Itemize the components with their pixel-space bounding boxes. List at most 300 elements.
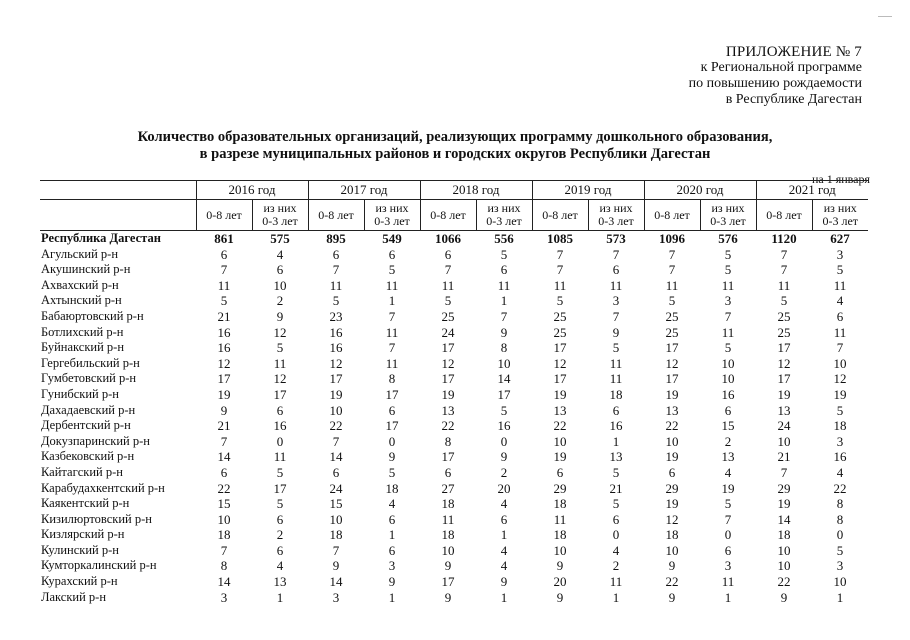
value-cell: 12 bbox=[777, 355, 791, 371]
value-cell: 6 bbox=[444, 246, 452, 262]
region-name: Докузпаринский р-н bbox=[41, 433, 150, 448]
value-cell: 11 bbox=[609, 277, 623, 293]
value-cell: 14 bbox=[329, 449, 343, 465]
value-cell: 19 bbox=[441, 386, 455, 402]
value-cell: 3 bbox=[724, 293, 732, 309]
value-cell: 10 bbox=[665, 433, 679, 449]
value-cell: 11 bbox=[609, 355, 623, 371]
as-of-note: на 1 января bbox=[811, 172, 870, 186]
value-cell: 5 bbox=[276, 464, 284, 480]
value-cell: 2 bbox=[724, 433, 732, 449]
value-cell: 11 bbox=[497, 277, 511, 293]
value-cell: 1120 bbox=[771, 231, 797, 246]
value-cell: 6 bbox=[612, 402, 620, 418]
value-cell: 5 bbox=[500, 402, 508, 418]
value-cell: 6 bbox=[276, 542, 284, 558]
region-name: Буйнакский р-н bbox=[41, 340, 125, 355]
value-cell: 7 bbox=[724, 511, 732, 527]
value-cell: 861 bbox=[214, 231, 234, 246]
value-cell: 7 bbox=[332, 433, 340, 449]
header-blank bbox=[40, 200, 196, 231]
value-cell: 1085 bbox=[547, 231, 573, 246]
subheader-line: из них bbox=[711, 201, 745, 215]
value-cell: 3 bbox=[612, 293, 620, 309]
region-name: Ботлихский р-н bbox=[41, 324, 124, 339]
value-cell: 18 bbox=[553, 496, 567, 512]
value-cell: 25 bbox=[553, 324, 567, 340]
value-cell: 22 bbox=[665, 574, 679, 590]
value-cell: 17 bbox=[665, 340, 679, 356]
value-cell: 11 bbox=[217, 277, 231, 293]
value-cell: 17 bbox=[273, 386, 287, 402]
value-cell: 0 bbox=[836, 527, 844, 543]
value-cell: 6 bbox=[276, 511, 284, 527]
value-cell: 0 bbox=[388, 433, 396, 449]
value-cell: 1 bbox=[388, 293, 396, 309]
value-cell: 11 bbox=[833, 277, 847, 293]
value-cell: 16 bbox=[721, 386, 735, 402]
value-cell: 5 bbox=[612, 496, 620, 512]
subheader-age-0-3 bbox=[252, 200, 308, 231]
value-cell: 4 bbox=[612, 542, 620, 558]
value-cell: 6 bbox=[276, 262, 284, 278]
value-cell: 24 bbox=[329, 480, 343, 496]
value-cell: 5 bbox=[388, 262, 396, 278]
value-cell: 9 bbox=[388, 449, 396, 465]
value-cell: 1 bbox=[612, 589, 620, 605]
value-cell: 25 bbox=[665, 324, 679, 340]
value-cell: 9 bbox=[500, 574, 508, 590]
value-cell: 14 bbox=[329, 574, 343, 590]
value-cell: 17 bbox=[553, 371, 567, 387]
subheader-line: из них bbox=[487, 201, 521, 215]
value-cell: 7 bbox=[668, 246, 676, 262]
table-row bbox=[40, 325, 868, 341]
appendix-line: к Региональной программе bbox=[700, 60, 862, 75]
value-cell: 25 bbox=[553, 308, 567, 324]
appendix-line: в Республике Дагестан bbox=[725, 92, 862, 107]
value-cell: 7 bbox=[780, 464, 788, 480]
value-cell: 5 bbox=[724, 496, 732, 512]
value-cell: 21 bbox=[217, 418, 231, 434]
region-name: Гумбетовский р-н bbox=[41, 371, 137, 386]
subheader-age-0-8: 0-8 лет bbox=[420, 200, 476, 231]
value-cell: 10 bbox=[329, 402, 343, 418]
region-name: Казбековский р-н bbox=[41, 449, 135, 464]
value-cell: 25 bbox=[777, 324, 791, 340]
value-cell: 18 bbox=[609, 386, 623, 402]
value-cell: 556 bbox=[494, 231, 514, 246]
value-cell: 5 bbox=[332, 293, 340, 309]
value-cell: 6 bbox=[388, 511, 396, 527]
value-cell: 24 bbox=[777, 418, 791, 434]
value-cell: 18 bbox=[833, 418, 847, 434]
value-cell: 17 bbox=[385, 386, 399, 402]
value-cell: 21 bbox=[777, 449, 791, 465]
value-cell: 6 bbox=[612, 511, 620, 527]
value-cell: 22 bbox=[665, 418, 679, 434]
value-cell: 5 bbox=[780, 293, 788, 309]
value-cell: 6 bbox=[388, 402, 396, 418]
value-cell: 17 bbox=[329, 371, 343, 387]
value-cell: 0 bbox=[724, 527, 732, 543]
value-cell: 7 bbox=[388, 308, 396, 324]
value-cell: 1 bbox=[836, 589, 844, 605]
value-cell: 16 bbox=[217, 324, 231, 340]
value-cell: 6 bbox=[500, 511, 508, 527]
value-cell: 9 bbox=[444, 589, 452, 605]
value-cell: 10 bbox=[553, 433, 567, 449]
value-cell: 9 bbox=[668, 589, 676, 605]
table-row bbox=[40, 418, 868, 434]
subheader-age-0-8: 0-8 лет bbox=[644, 200, 700, 231]
value-cell: 7 bbox=[612, 308, 620, 324]
value-cell: 16 bbox=[833, 449, 847, 465]
value-cell: 17 bbox=[385, 418, 399, 434]
value-cell: 8 bbox=[388, 371, 396, 387]
subheader-line: 0-3 лет bbox=[262, 214, 298, 228]
value-cell: 21 bbox=[217, 308, 231, 324]
value-cell: 10 bbox=[441, 542, 455, 558]
region-name: Бабаюртовский р-н bbox=[41, 308, 144, 323]
value-cell: 15 bbox=[721, 418, 735, 434]
value-cell: 17 bbox=[273, 480, 287, 496]
subheader-age-0-3 bbox=[588, 200, 644, 231]
value-cell: 5 bbox=[276, 340, 284, 356]
value-cell: 4 bbox=[724, 464, 732, 480]
value-cell: 7 bbox=[724, 308, 732, 324]
value-cell: 16 bbox=[217, 340, 231, 356]
value-cell: 20 bbox=[553, 574, 567, 590]
value-cell: 12 bbox=[273, 324, 287, 340]
total-row bbox=[40, 231, 868, 247]
table-row bbox=[40, 247, 868, 263]
value-cell: 17 bbox=[441, 371, 455, 387]
year-header: 2017 год bbox=[308, 181, 420, 200]
value-cell: 6 bbox=[556, 464, 564, 480]
value-cell: 17 bbox=[441, 574, 455, 590]
value-cell: 8 bbox=[836, 496, 844, 512]
subheader-age-0-3 bbox=[812, 200, 868, 231]
value-cell: 11 bbox=[273, 449, 287, 465]
value-cell: 11 bbox=[777, 277, 791, 293]
value-cell: 9 bbox=[500, 449, 508, 465]
table-row bbox=[40, 543, 868, 559]
header-blank bbox=[40, 181, 196, 200]
value-cell: 1 bbox=[500, 589, 508, 605]
value-cell: 14 bbox=[217, 574, 231, 590]
value-cell: 10 bbox=[777, 542, 791, 558]
value-cell: 11 bbox=[385, 324, 399, 340]
value-cell: 10 bbox=[553, 542, 567, 558]
value-cell: 5 bbox=[500, 246, 508, 262]
year-header: 2021 год bbox=[756, 181, 868, 200]
value-cell: 5 bbox=[388, 464, 396, 480]
value-cell: 1 bbox=[612, 433, 620, 449]
value-cell: 4 bbox=[500, 542, 508, 558]
table-body bbox=[40, 231, 868, 606]
value-cell: 5 bbox=[836, 542, 844, 558]
value-cell: 7 bbox=[556, 246, 564, 262]
value-cell: 895 bbox=[326, 231, 346, 246]
value-cell: 16 bbox=[497, 418, 511, 434]
value-cell: 6 bbox=[276, 402, 284, 418]
table-row bbox=[40, 371, 868, 387]
value-cell: 5 bbox=[444, 293, 452, 309]
value-cell: 6 bbox=[836, 308, 844, 324]
value-cell: 9 bbox=[556, 558, 564, 574]
value-cell: 12 bbox=[833, 371, 847, 387]
value-cell: 9 bbox=[332, 558, 340, 574]
value-cell: 23 bbox=[329, 308, 343, 324]
value-cell: 17 bbox=[665, 371, 679, 387]
value-cell: 10 bbox=[833, 574, 847, 590]
year-header: 2018 год bbox=[420, 181, 532, 200]
value-cell: 7 bbox=[836, 340, 844, 356]
value-cell: 11 bbox=[385, 277, 399, 293]
value-cell: 1 bbox=[276, 589, 284, 605]
value-cell: 7 bbox=[612, 246, 620, 262]
table-row bbox=[40, 340, 868, 356]
region-name: Кизлярский р-н bbox=[41, 527, 125, 542]
subheader-age-0-3 bbox=[700, 200, 756, 231]
value-cell: 18 bbox=[441, 496, 455, 512]
value-cell: 6 bbox=[444, 464, 452, 480]
value-cell: 11 bbox=[609, 574, 623, 590]
value-cell: 7 bbox=[332, 542, 340, 558]
value-cell: 5 bbox=[612, 464, 620, 480]
value-cell: 29 bbox=[553, 480, 567, 496]
subheader-line: из них bbox=[599, 201, 633, 215]
table-row bbox=[40, 481, 868, 497]
value-cell: 5 bbox=[724, 262, 732, 278]
year-header: 2016 год bbox=[196, 181, 308, 200]
value-cell: 1 bbox=[500, 527, 508, 543]
value-cell: 27 bbox=[441, 480, 455, 496]
value-cell: 11 bbox=[441, 277, 455, 293]
title-line: Количество образовательных организаций, реализующих программу дошкольного образования, bbox=[137, 129, 773, 145]
table-row bbox=[40, 496, 868, 512]
value-cell: 29 bbox=[665, 480, 679, 496]
value-cell: 573 bbox=[606, 231, 626, 246]
value-cell: 7 bbox=[556, 262, 564, 278]
value-cell: 3 bbox=[388, 558, 396, 574]
value-cell: 3 bbox=[836, 558, 844, 574]
table-row bbox=[40, 590, 868, 606]
value-cell: 6 bbox=[388, 246, 396, 262]
value-cell: 9 bbox=[276, 308, 284, 324]
table-row bbox=[40, 309, 868, 325]
table-row bbox=[40, 278, 868, 294]
value-cell: 29 bbox=[777, 480, 791, 496]
region-name: Ахтынский р-н bbox=[41, 293, 122, 308]
value-cell: 9 bbox=[668, 558, 676, 574]
value-cell: 10 bbox=[665, 542, 679, 558]
value-cell: 7 bbox=[220, 542, 228, 558]
table-row bbox=[40, 558, 868, 574]
region-name: Лакский р-н bbox=[41, 589, 107, 604]
value-cell: 11 bbox=[665, 277, 679, 293]
value-cell: 17 bbox=[497, 386, 511, 402]
region-name: Гунибский р-н bbox=[41, 386, 119, 401]
value-cell: 18 bbox=[553, 527, 567, 543]
subheader-line: 0-3 лет bbox=[822, 214, 859, 228]
table-row bbox=[40, 465, 868, 481]
value-cell: 11 bbox=[721, 574, 735, 590]
value-cell: 11 bbox=[329, 277, 343, 293]
value-cell: 5 bbox=[668, 293, 676, 309]
table-row bbox=[40, 449, 868, 465]
region-name: Каякентский р-н bbox=[41, 496, 130, 511]
region-name: Дербентский р-н bbox=[41, 418, 131, 433]
value-cell: 18 bbox=[385, 480, 399, 496]
subheader-line: 0-3 лет bbox=[486, 214, 522, 228]
region-name: Ахвахский р-н bbox=[41, 277, 119, 292]
value-cell: 10 bbox=[833, 355, 847, 371]
value-cell: 22 bbox=[217, 480, 231, 496]
value-cell: 24 bbox=[441, 324, 455, 340]
value-cell: 25 bbox=[777, 308, 791, 324]
value-cell: 11 bbox=[609, 371, 623, 387]
value-cell: 576 bbox=[718, 231, 738, 246]
value-cell: 7 bbox=[780, 246, 788, 262]
subheader-age-0-3 bbox=[364, 200, 420, 231]
data-table bbox=[40, 180, 868, 605]
value-cell: 1096 bbox=[659, 231, 685, 246]
table-row bbox=[40, 434, 868, 450]
value-cell: 11 bbox=[721, 324, 735, 340]
value-cell: 11 bbox=[833, 324, 847, 340]
value-cell: 6 bbox=[388, 542, 396, 558]
subheader-line: из них bbox=[823, 201, 857, 215]
region-name: Агульский р-н bbox=[41, 246, 119, 261]
value-cell: 19 bbox=[665, 449, 679, 465]
value-cell: 4 bbox=[836, 293, 844, 309]
region-name: Кизилюртовский р-н bbox=[41, 511, 152, 526]
value-cell: 2 bbox=[500, 464, 508, 480]
value-cell: 9 bbox=[388, 574, 396, 590]
scan-mark bbox=[878, 16, 892, 17]
value-cell: 19 bbox=[833, 386, 847, 402]
subheader-line: 0-3 лет bbox=[710, 214, 746, 228]
value-cell: 16 bbox=[329, 340, 343, 356]
value-cell: 7 bbox=[500, 308, 508, 324]
value-cell: 17 bbox=[441, 449, 455, 465]
table-row bbox=[40, 574, 868, 590]
subheader-age-0-8: 0-8 лет bbox=[756, 200, 812, 231]
subheader-line: 0-3 лет bbox=[374, 214, 410, 228]
value-cell: 6 bbox=[220, 246, 228, 262]
value-cell: 2 bbox=[276, 527, 284, 543]
region-name: Дахадаевский р-н bbox=[41, 402, 136, 417]
table-row bbox=[40, 527, 868, 543]
value-cell: 13 bbox=[665, 402, 679, 418]
value-cell: 22 bbox=[833, 480, 847, 496]
value-cell: 13 bbox=[721, 449, 735, 465]
value-cell: 19 bbox=[665, 386, 679, 402]
subheader-line: 0-3 лет bbox=[598, 214, 634, 228]
value-cell: 8 bbox=[500, 340, 508, 356]
subheader-line: из них bbox=[263, 201, 297, 215]
value-cell: 3 bbox=[836, 246, 844, 262]
value-cell: 7 bbox=[444, 262, 452, 278]
value-cell: 549 bbox=[382, 231, 402, 246]
value-cell: 21 bbox=[609, 480, 623, 496]
value-cell: 9 bbox=[444, 558, 452, 574]
value-cell: 8 bbox=[220, 558, 228, 574]
value-cell: 22 bbox=[553, 418, 567, 434]
value-cell: 13 bbox=[553, 402, 567, 418]
value-cell: 4 bbox=[836, 464, 844, 480]
table-row bbox=[40, 262, 868, 278]
value-cell: 7 bbox=[332, 262, 340, 278]
value-cell: 13 bbox=[441, 402, 455, 418]
value-cell: 5 bbox=[836, 402, 844, 418]
region-name: Кайтагский р-н bbox=[41, 464, 123, 479]
value-cell: 5 bbox=[724, 340, 732, 356]
value-cell: 17 bbox=[441, 340, 455, 356]
document-title bbox=[0, 129, 910, 163]
value-cell: 5 bbox=[220, 293, 228, 309]
subheader-age-0-3 bbox=[476, 200, 532, 231]
value-cell: 3 bbox=[332, 589, 340, 605]
region-name: Карабудахкентский р-н bbox=[41, 480, 165, 495]
value-cell: 6 bbox=[724, 402, 732, 418]
value-cell: 11 bbox=[273, 355, 287, 371]
value-cell: 13 bbox=[609, 449, 623, 465]
region-name: Кулинский р-н bbox=[41, 542, 119, 557]
region-name: Курахский р-н bbox=[41, 574, 118, 589]
value-cell: 19 bbox=[777, 496, 791, 512]
value-cell: 2 bbox=[276, 293, 284, 309]
value-cell: 6 bbox=[724, 542, 732, 558]
value-cell: 12 bbox=[665, 355, 679, 371]
value-cell: 17 bbox=[217, 371, 231, 387]
value-cell: 0 bbox=[276, 433, 284, 449]
value-cell: 12 bbox=[273, 371, 287, 387]
value-cell: 4 bbox=[500, 558, 508, 574]
value-cell: 7 bbox=[668, 262, 676, 278]
value-cell: 9 bbox=[780, 589, 788, 605]
value-cell: 10 bbox=[273, 277, 287, 293]
value-cell: 3 bbox=[836, 433, 844, 449]
table-row bbox=[40, 403, 868, 419]
value-cell: 11 bbox=[553, 277, 567, 293]
value-cell: 8 bbox=[836, 511, 844, 527]
subheader-line: из них bbox=[375, 201, 409, 215]
subheader-age-0-8: 0-8 лет bbox=[308, 200, 364, 231]
value-cell: 0 bbox=[612, 527, 620, 543]
value-cell: 6 bbox=[220, 464, 228, 480]
value-cell: 1 bbox=[724, 589, 732, 605]
value-cell: 10 bbox=[497, 355, 511, 371]
table-row bbox=[40, 512, 868, 528]
value-cell: 6 bbox=[668, 464, 676, 480]
value-cell: 2 bbox=[612, 558, 620, 574]
value-cell: 7 bbox=[388, 340, 396, 356]
value-cell: 10 bbox=[777, 433, 791, 449]
value-cell: 22 bbox=[441, 418, 455, 434]
value-cell: 22 bbox=[329, 418, 343, 434]
value-cell: 16 bbox=[609, 418, 623, 434]
value-cell: 18 bbox=[329, 527, 343, 543]
value-cell: 10 bbox=[329, 511, 343, 527]
value-cell: 18 bbox=[441, 527, 455, 543]
value-cell: 10 bbox=[721, 355, 735, 371]
value-cell: 3 bbox=[724, 558, 732, 574]
value-cell: 9 bbox=[556, 589, 564, 605]
value-cell: 11 bbox=[385, 355, 399, 371]
